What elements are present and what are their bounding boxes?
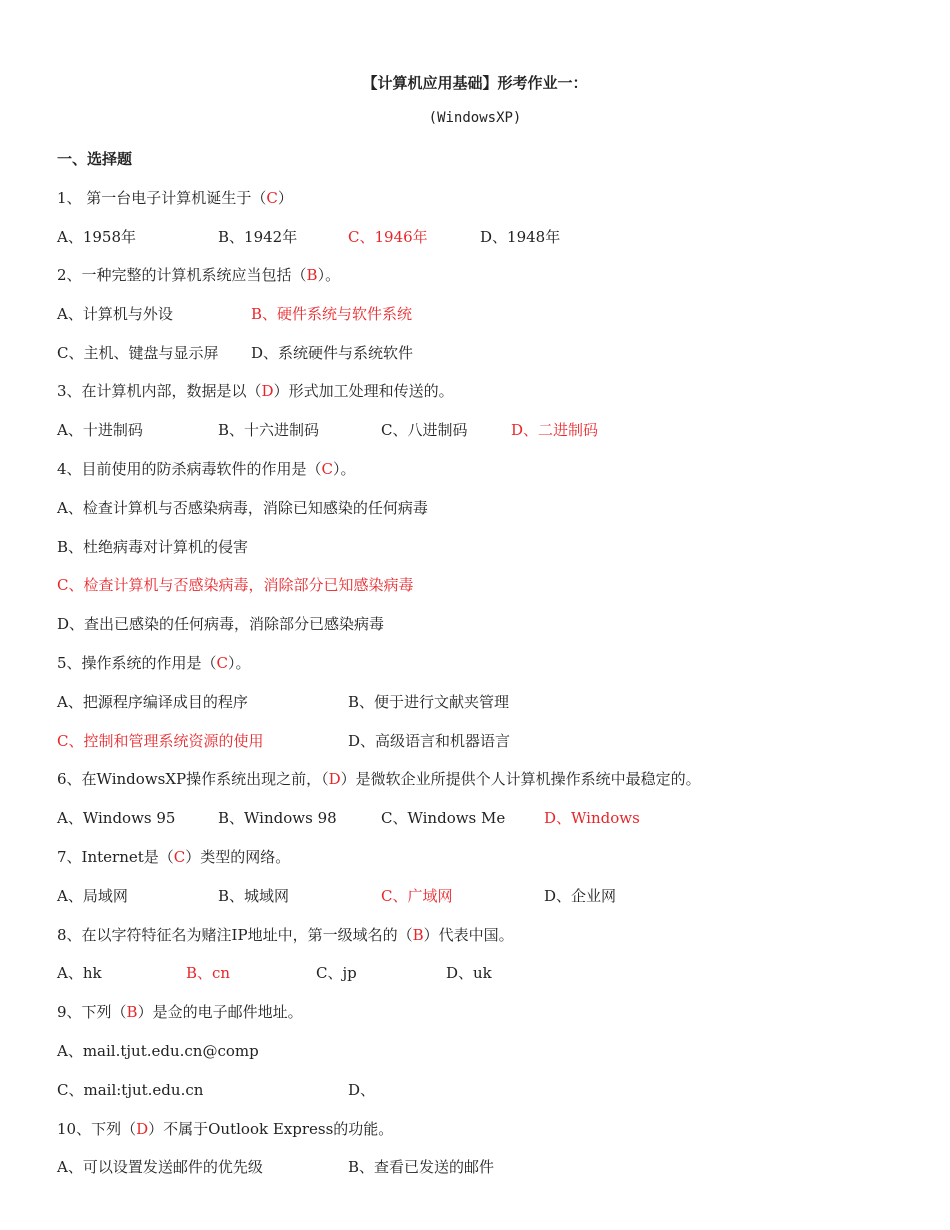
question-text-end: ）。	[317, 266, 341, 284]
answer-mark: C	[321, 460, 334, 478]
option-c: C、八进制码	[381, 421, 468, 439]
option-b: B、1942年	[218, 228, 298, 246]
option-d: D、	[348, 1081, 376, 1099]
answer-mark: D	[136, 1120, 149, 1138]
question-text: 7、Internet是（	[57, 848, 174, 866]
question-text-end: ）类型的网络。	[185, 848, 291, 866]
answer-mark: B	[412, 926, 424, 944]
option-d: D、企业网	[544, 887, 617, 905]
option-d-correct: D、Windows	[544, 809, 640, 827]
option-c-correct: C、1946年	[348, 228, 428, 246]
option-d: D、查出已感染的任何病毒，消除部分已感染病毒	[57, 615, 385, 633]
option-b: B、查看已发送的邮件	[348, 1158, 495, 1176]
question-10	[57, 1119, 393, 1139]
option-c-correct: C、控制和管理系统资源的使用	[57, 732, 264, 750]
question-text: 5、操作系统的作用是（	[57, 654, 217, 672]
option-a: A、检查计算机与否感染病毒，消除已知感染的任何病毒	[57, 499, 428, 517]
question-2	[57, 265, 340, 285]
question-text: 2、一种完整的计算机系统应当包括（	[57, 266, 307, 284]
question-4	[57, 459, 356, 479]
question-text: 1、 第一台电子计算机诞生于（	[57, 189, 267, 207]
option-c-correct: C、检查计算机与否感染病毒，消除部分已知感染病毒	[57, 576, 414, 594]
option-a: A、十进制码	[57, 421, 143, 439]
question-3	[57, 381, 454, 401]
option-a: A、hk	[57, 964, 102, 982]
question-text-end: ）形式加工处理和传送的。	[273, 382, 454, 400]
answer-mark: C	[266, 189, 278, 207]
answer-mark: D	[328, 770, 341, 788]
answer-mark: C	[173, 848, 186, 866]
section-heading: 一、选择题	[57, 150, 133, 168]
answer-mark: D	[261, 382, 274, 400]
option-b: B、便于进行文献夹管理	[348, 693, 510, 711]
answer-mark: C	[216, 654, 229, 672]
option-a: A、把源程序编译成目的程序	[57, 693, 248, 711]
option-d: D、系统硬件与系统软件	[251, 344, 414, 362]
question-text: 8、在以字符特征名为赌注IP地址中，第一级域名的（	[57, 926, 413, 944]
option-a: A、Windows 95	[57, 809, 176, 827]
option-b-correct: B、硬件系统与软件系统	[251, 305, 413, 323]
question-text: 10、下列（	[57, 1120, 137, 1138]
answer-mark: B	[126, 1003, 138, 1021]
option-c: C、mail:tjut.edu.cn	[57, 1081, 204, 1099]
question-5	[57, 653, 251, 673]
page-title: 【计算机应用基础】形考作业一：	[362, 74, 588, 92]
option-b: B、城域网	[218, 887, 290, 905]
question-text: 6、在WindowsXP操作系统出现之前，（	[57, 770, 329, 788]
question-6	[57, 769, 701, 789]
option-d: D、uk	[446, 964, 492, 982]
question-text-end: ）是佥的电子邮件地址。	[137, 1003, 303, 1021]
page-subtitle: (WindowsXP)	[428, 110, 522, 126]
option-c-correct: C、广域网	[381, 887, 453, 905]
question-text-end: ）	[277, 189, 293, 207]
option-b: B、十六进制码	[218, 421, 320, 439]
question-text: 4、目前使用的防杀病毒软件的作用是（	[57, 460, 322, 478]
option-a: A、计算机与外设	[57, 305, 173, 323]
question-text-end: ）代表中国。	[423, 926, 514, 944]
question-text: 9、下列（	[57, 1003, 127, 1021]
question-text-end: ）不属于Outlook Express的功能。	[148, 1120, 394, 1138]
option-c: C、jp	[316, 964, 357, 982]
question-text: 3、在计算机内部，数据是以（	[57, 382, 262, 400]
option-b: B、杜绝病毒对计算机的侵害	[57, 538, 249, 556]
option-a: A、1958年	[57, 228, 137, 246]
question-8	[57, 925, 514, 945]
question-text-end: ）。	[333, 460, 356, 478]
option-a: A、mail.tjut.edu.cn@comp	[57, 1042, 259, 1060]
option-c: C、Windows Me	[381, 809, 506, 827]
question-9	[57, 1002, 303, 1022]
question-1	[57, 188, 293, 208]
option-d: D、高级语言和机器语言	[348, 732, 511, 750]
option-a: A、可以设置发送邮件的优先级	[57, 1158, 263, 1176]
option-b-correct: B、cn	[186, 964, 231, 982]
option-d-correct: D、二进制码	[511, 421, 599, 439]
question-text-end: ）。	[228, 654, 251, 672]
option-b: B、Windows 98	[218, 809, 337, 827]
answer-mark: B	[306, 266, 318, 284]
option-c: C、主机、键盘与显示屏	[57, 344, 219, 362]
question-text-end: ）是微软企业所提供个人计算机操作系统中最稳定的。	[340, 770, 701, 788]
option-d: D、1948年	[480, 228, 561, 246]
option-a: A、局域网	[57, 887, 128, 905]
question-7	[57, 847, 290, 867]
